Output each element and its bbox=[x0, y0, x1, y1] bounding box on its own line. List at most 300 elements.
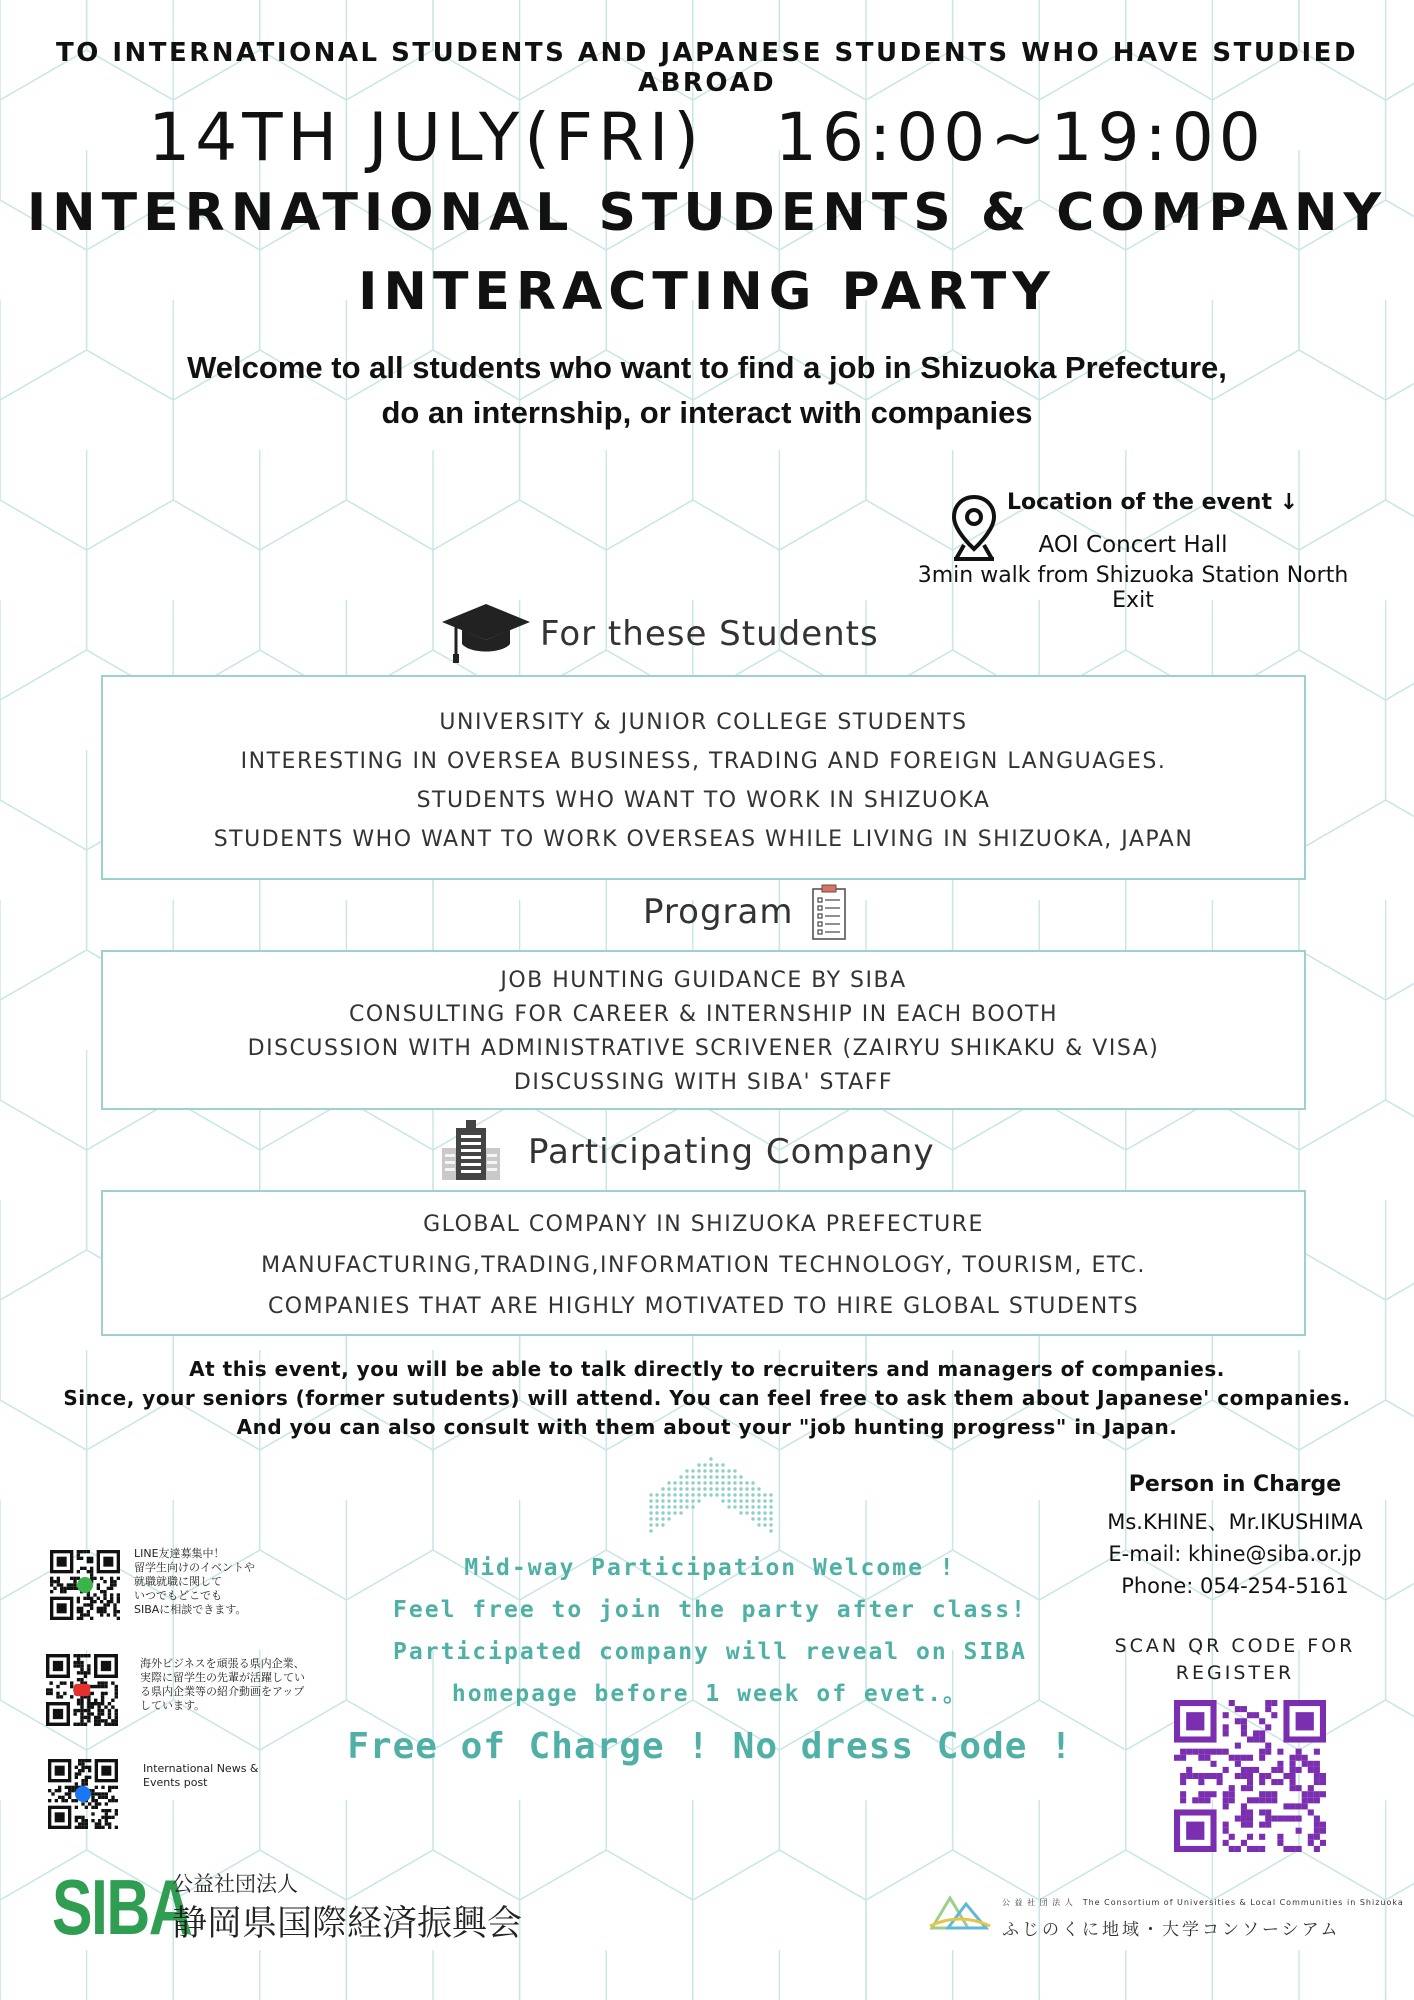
qr-module bbox=[83, 1567, 86, 1570]
qr-module bbox=[83, 1603, 86, 1606]
chevron-dot bbox=[721, 1475, 724, 1478]
qr-module bbox=[101, 1719, 104, 1722]
qr-module bbox=[1265, 1816, 1271, 1822]
qr-module bbox=[50, 1583, 53, 1586]
qr-module bbox=[1277, 1779, 1283, 1785]
chevron-dot bbox=[715, 1463, 718, 1466]
qr-module bbox=[80, 1654, 83, 1657]
contact-info bbox=[1080, 1506, 1390, 1602]
contact-phone[interactable]: Phone: 054-254-5161 bbox=[1121, 1574, 1349, 1598]
qr-module bbox=[70, 1583, 73, 1586]
qr-module bbox=[1180, 1797, 1186, 1803]
companies-box bbox=[101, 1190, 1306, 1336]
qr-module bbox=[1290, 1803, 1296, 1809]
chevron-dot bbox=[769, 1505, 772, 1508]
qr-module bbox=[1180, 1755, 1186, 1761]
qr-module bbox=[1290, 1761, 1296, 1767]
qr-text-line: しています。 bbox=[140, 1699, 206, 1712]
qr-module bbox=[1217, 1749, 1223, 1755]
qr-module bbox=[71, 1789, 74, 1792]
qr-module bbox=[1308, 1785, 1314, 1791]
chevron-dot bbox=[757, 1511, 760, 1514]
qr-module bbox=[115, 1712, 118, 1715]
qr-module bbox=[1259, 1791, 1265, 1797]
qr-module bbox=[1265, 1773, 1271, 1779]
qr-module bbox=[117, 1610, 120, 1613]
qr-module bbox=[95, 1799, 98, 1802]
chevron-dot bbox=[649, 1517, 652, 1520]
chevron-dot bbox=[733, 1487, 736, 1490]
qr-module bbox=[1302, 1761, 1308, 1767]
chevron-dot bbox=[763, 1511, 766, 1514]
youtube-qr-text bbox=[140, 1657, 305, 1713]
qr-module bbox=[101, 1809, 104, 1812]
qr-module bbox=[56, 1692, 59, 1695]
qr-module bbox=[1271, 1767, 1277, 1773]
location-label: Location of the event ↓ bbox=[1007, 490, 1299, 515]
qr-module bbox=[85, 1806, 88, 1809]
siba-logo: SIBA bbox=[52, 1863, 192, 1951]
chevron-dot bbox=[685, 1487, 688, 1490]
qr-text-line: 就職就職に関して bbox=[134, 1575, 222, 1588]
qr-module bbox=[68, 1786, 71, 1789]
chevron-dot bbox=[739, 1499, 742, 1502]
qr-module bbox=[115, 1799, 118, 1802]
qr-module bbox=[110, 1580, 113, 1583]
qr-module bbox=[1320, 1840, 1326, 1846]
notice-block bbox=[380, 1547, 1040, 1715]
qr-module bbox=[1283, 1803, 1289, 1809]
scan-line: REGISTER bbox=[1175, 1662, 1295, 1684]
chevron-dot bbox=[667, 1511, 670, 1514]
qr-module bbox=[1223, 1828, 1229, 1834]
chevron-dot bbox=[715, 1493, 718, 1496]
qr-module bbox=[70, 1587, 73, 1590]
qr-module bbox=[56, 1685, 59, 1688]
qr-module bbox=[91, 1792, 94, 1795]
qr-module bbox=[73, 1654, 76, 1657]
qr-module bbox=[80, 1617, 83, 1620]
qr-module bbox=[1192, 1797, 1198, 1803]
audience-line: TO INTERNATIONAL STUDENTS AND JAPANESE STUDENTS WHO HAVE STUDIED ABROAD bbox=[55, 38, 1359, 98]
qr-module bbox=[97, 1681, 100, 1684]
qr-module bbox=[117, 1593, 120, 1596]
program-item: JOB HUNTING GUIDANCE BY SIBA bbox=[500, 968, 907, 993]
line-qr-icon[interactable] bbox=[50, 1550, 120, 1620]
qr-module bbox=[93, 1577, 96, 1580]
qr-module bbox=[113, 1607, 116, 1610]
qr-module bbox=[108, 1709, 111, 1712]
qr-module bbox=[1241, 1724, 1247, 1730]
chevron-dot bbox=[757, 1499, 760, 1502]
qr-module bbox=[1265, 1822, 1271, 1828]
qr-module bbox=[1210, 1773, 1216, 1779]
qr-module bbox=[87, 1557, 90, 1560]
qr-module bbox=[104, 1692, 107, 1695]
chevron-dot bbox=[655, 1511, 658, 1514]
chevron-dot bbox=[697, 1499, 700, 1502]
qr-module bbox=[88, 1769, 91, 1772]
chevron-dot bbox=[733, 1469, 736, 1472]
qr-module bbox=[80, 1607, 83, 1610]
qr-module bbox=[1174, 1755, 1180, 1761]
qr-module bbox=[1314, 1767, 1320, 1773]
qr-module bbox=[1247, 1822, 1253, 1828]
office-building-icon bbox=[440, 1118, 502, 1182]
qr-module bbox=[1290, 1773, 1296, 1779]
qr-module bbox=[78, 1772, 81, 1775]
qr-module bbox=[1296, 1846, 1302, 1852]
qr-module bbox=[1277, 1767, 1283, 1773]
qr-module bbox=[1308, 1797, 1314, 1803]
qr-module bbox=[77, 1617, 80, 1620]
qr-module bbox=[97, 1685, 100, 1688]
qr-module bbox=[1308, 1834, 1314, 1840]
qr-module bbox=[1259, 1797, 1265, 1803]
qr-module bbox=[1223, 1767, 1229, 1773]
qr-module bbox=[49, 1688, 52, 1691]
qr-module bbox=[101, 1792, 104, 1795]
qr-module bbox=[1253, 1712, 1259, 1718]
qr-module bbox=[1320, 1828, 1326, 1834]
qr-module bbox=[1259, 1730, 1265, 1736]
qr-module bbox=[87, 1664, 90, 1667]
graduation-cap-icon bbox=[440, 602, 532, 664]
qr-module bbox=[110, 1587, 113, 1590]
qr-module bbox=[80, 1699, 83, 1702]
qr-module bbox=[87, 1560, 90, 1563]
event-description bbox=[0, 1355, 1414, 1442]
chevron-dot bbox=[685, 1481, 688, 1484]
qr-module bbox=[1265, 1724, 1271, 1730]
chevron-dot bbox=[751, 1505, 754, 1508]
qr-module bbox=[1265, 1809, 1271, 1815]
qr-module bbox=[71, 1786, 74, 1789]
qr-module bbox=[80, 1668, 83, 1671]
qr-module bbox=[101, 1816, 104, 1819]
qr-module bbox=[77, 1702, 80, 1705]
chevron-dot bbox=[667, 1505, 670, 1508]
chevron-dot bbox=[769, 1511, 772, 1514]
qr-module bbox=[80, 1719, 83, 1722]
qr-module bbox=[111, 1816, 114, 1819]
qr-module bbox=[73, 1583, 76, 1586]
qr-module bbox=[1296, 1767, 1302, 1773]
program-box bbox=[101, 950, 1306, 1110]
chevron-dot bbox=[715, 1475, 718, 1478]
chevron-dot bbox=[691, 1481, 694, 1484]
qr-module bbox=[1241, 1718, 1247, 1724]
qr-module bbox=[1265, 1749, 1271, 1755]
qr-module bbox=[1180, 1779, 1186, 1785]
qr-module bbox=[88, 1759, 91, 1762]
qr-module bbox=[94, 1716, 97, 1719]
qr-module bbox=[84, 1709, 87, 1712]
qr-module bbox=[68, 1796, 71, 1799]
qr-module bbox=[91, 1789, 94, 1792]
qr-module bbox=[1229, 1791, 1235, 1797]
chevron-dot bbox=[751, 1487, 754, 1490]
qr-module bbox=[108, 1702, 111, 1705]
chevron-dot bbox=[757, 1487, 760, 1490]
description-line: Since, your seniors (former sutudents) will attend. You can feel free to ask them about Japanese' companies. bbox=[63, 1386, 1351, 1410]
chevron-dot bbox=[649, 1499, 652, 1502]
qr-module bbox=[105, 1822, 108, 1825]
qr-finder bbox=[101, 1766, 111, 1776]
qr-module bbox=[1314, 1846, 1320, 1852]
qr-module bbox=[95, 1792, 98, 1795]
qr-module bbox=[97, 1610, 100, 1613]
qr-module bbox=[80, 1723, 83, 1726]
qr-module bbox=[104, 1705, 107, 1708]
chevron-dot bbox=[661, 1487, 664, 1490]
qr-module bbox=[98, 1792, 101, 1795]
qr-module bbox=[77, 1553, 80, 1556]
register-qr-icon[interactable] bbox=[1174, 1700, 1326, 1856]
qr-module bbox=[57, 1577, 60, 1580]
qr-module bbox=[91, 1712, 94, 1715]
qr-module bbox=[113, 1603, 116, 1606]
qr-module bbox=[80, 1664, 83, 1667]
qr-module bbox=[60, 1695, 63, 1698]
qr-module bbox=[111, 1723, 114, 1726]
qr-module bbox=[85, 1766, 88, 1769]
chevron-dot bbox=[673, 1499, 676, 1502]
qr-module bbox=[105, 1812, 108, 1815]
qr-module bbox=[60, 1681, 63, 1684]
qr-module bbox=[1271, 1712, 1277, 1718]
qr-finder bbox=[103, 1557, 113, 1567]
qr-module bbox=[1259, 1773, 1265, 1779]
qr-module bbox=[87, 1597, 90, 1600]
qr-module bbox=[104, 1681, 107, 1684]
qr-module bbox=[108, 1816, 111, 1819]
qr-module bbox=[105, 1796, 108, 1799]
chevron-dot bbox=[733, 1475, 736, 1478]
qr-module bbox=[48, 1799, 51, 1802]
youtube-qr-icon[interactable] bbox=[46, 1654, 118, 1726]
qr-module bbox=[83, 1597, 86, 1600]
qr-module bbox=[101, 1695, 104, 1698]
qr-module bbox=[101, 1685, 104, 1688]
qr-module bbox=[105, 1792, 108, 1795]
qr-module bbox=[65, 1799, 68, 1802]
qr-module bbox=[90, 1617, 93, 1620]
qr-module bbox=[1186, 1749, 1192, 1755]
qr-module bbox=[103, 1590, 106, 1593]
qr-module bbox=[100, 1613, 103, 1616]
chevron-dot bbox=[715, 1481, 718, 1484]
qr-module bbox=[87, 1610, 90, 1613]
qr-module bbox=[111, 1719, 114, 1722]
qr-module bbox=[1235, 1718, 1241, 1724]
qr-module bbox=[56, 1695, 59, 1698]
qr-text-line: International News & bbox=[143, 1762, 259, 1775]
chevron-dot bbox=[721, 1493, 724, 1496]
qr-module bbox=[87, 1712, 90, 1715]
clipboard-list-icon bbox=[810, 882, 848, 942]
qr-module bbox=[1241, 1840, 1247, 1846]
qr-module bbox=[94, 1685, 97, 1688]
qr-module bbox=[81, 1766, 84, 1769]
students-item: STUDENTS WHO WANT TO WORK OVERSEAS WHILE LIVING IN SHIZUOKA, JAPAN bbox=[213, 827, 1194, 852]
chevron-dot bbox=[727, 1493, 730, 1496]
qr-module bbox=[107, 1587, 110, 1590]
qr-module bbox=[1229, 1700, 1235, 1706]
qr-module bbox=[1314, 1834, 1320, 1840]
chevron-dot bbox=[745, 1511, 748, 1514]
qr-module bbox=[1223, 1749, 1229, 1755]
qr-module bbox=[1259, 1718, 1265, 1724]
chevron-dot bbox=[691, 1499, 694, 1502]
chevron-dot bbox=[751, 1511, 754, 1514]
qr-module bbox=[55, 1789, 58, 1792]
qr-module bbox=[73, 1709, 76, 1712]
qr-module bbox=[108, 1786, 111, 1789]
qr-module bbox=[87, 1719, 90, 1722]
chevron-dot bbox=[769, 1517, 772, 1520]
qr-module bbox=[1210, 1761, 1216, 1767]
qr-module bbox=[1223, 1822, 1229, 1828]
qr-module bbox=[1253, 1736, 1259, 1742]
qr-module bbox=[115, 1709, 118, 1712]
qr-module bbox=[103, 1580, 106, 1583]
chevron-dot bbox=[649, 1493, 652, 1496]
qr-module bbox=[50, 1577, 53, 1580]
qr-module bbox=[91, 1702, 94, 1705]
qr-module bbox=[101, 1699, 104, 1702]
qr-module bbox=[1247, 1809, 1253, 1815]
chevron-dot bbox=[673, 1493, 676, 1496]
chevron-dot bbox=[661, 1523, 664, 1526]
qr-module bbox=[87, 1702, 90, 1705]
line-qr-text bbox=[134, 1547, 255, 1617]
chevron-dot bbox=[697, 1463, 700, 1466]
chevron-dot bbox=[733, 1505, 736, 1508]
chevron-dot bbox=[673, 1481, 676, 1484]
chevron-dot bbox=[739, 1487, 742, 1490]
qr-module bbox=[1253, 1730, 1259, 1736]
qr-module bbox=[117, 1597, 120, 1600]
program-item: DISCUSSING WITH SIBA' STAFF bbox=[513, 1070, 894, 1095]
qr-module bbox=[73, 1661, 76, 1664]
qr-module bbox=[1223, 1791, 1229, 1797]
qr-module bbox=[61, 1799, 64, 1802]
chevron-dot bbox=[661, 1493, 664, 1496]
qr-module bbox=[46, 1692, 49, 1695]
qr-module bbox=[75, 1782, 78, 1785]
students-box bbox=[101, 675, 1306, 880]
qr-module bbox=[108, 1826, 111, 1829]
qr-module bbox=[1320, 1779, 1326, 1785]
qr-finder bbox=[55, 1766, 65, 1776]
contact-email[interactable]: E-mail: khine@siba.or.jp bbox=[1108, 1542, 1362, 1566]
qr-module bbox=[81, 1819, 84, 1822]
chevron-dot bbox=[745, 1505, 748, 1508]
qr-module bbox=[1198, 1797, 1204, 1803]
qr-module bbox=[108, 1712, 111, 1715]
qr-module bbox=[1314, 1779, 1320, 1785]
qr-module bbox=[77, 1610, 80, 1613]
hex-cell bbox=[0, 500, 87, 700]
qr-module bbox=[1241, 1706, 1247, 1712]
qr-module bbox=[1210, 1791, 1216, 1797]
chevron-dot bbox=[655, 1499, 658, 1502]
chevron-dot bbox=[661, 1511, 664, 1514]
qr-module bbox=[61, 1796, 64, 1799]
qr-module bbox=[1320, 1773, 1326, 1779]
qr-module bbox=[1204, 1749, 1210, 1755]
qr-module bbox=[63, 1681, 66, 1684]
qr-module bbox=[80, 1613, 83, 1616]
qr-module bbox=[81, 1779, 84, 1782]
qr-module bbox=[1290, 1785, 1296, 1791]
chevron-dot bbox=[745, 1481, 748, 1484]
qr-module bbox=[77, 1550, 80, 1553]
qr-module bbox=[101, 1796, 104, 1799]
qr-module bbox=[93, 1593, 96, 1596]
qr-module bbox=[103, 1593, 106, 1596]
qr-finder bbox=[55, 1812, 65, 1822]
qr-module bbox=[77, 1557, 80, 1560]
qr-module bbox=[87, 1613, 90, 1616]
chevron-dot bbox=[739, 1481, 742, 1484]
chevron-dot bbox=[709, 1457, 712, 1460]
chevron-dot bbox=[685, 1469, 688, 1472]
chevron-dot bbox=[649, 1529, 652, 1532]
chevron-dot bbox=[757, 1505, 760, 1508]
notice-line: Feel free to join the party after class! bbox=[393, 1597, 1027, 1623]
qr-module bbox=[1296, 1785, 1302, 1791]
dotted-chevron-icon bbox=[648, 1456, 774, 1540]
qr-module bbox=[115, 1695, 118, 1698]
qr-module bbox=[67, 1583, 70, 1586]
qr-module bbox=[70, 1681, 73, 1684]
qr-module bbox=[73, 1577, 76, 1580]
companies-item: GLOBAL COMPANY IN SHIZUOKA PREFECTURE bbox=[423, 1212, 984, 1237]
qr-module bbox=[1314, 1791, 1320, 1797]
qr-module bbox=[84, 1675, 87, 1678]
hex-cell bbox=[0, 800, 87, 1000]
qr-module bbox=[1283, 1816, 1289, 1822]
qr-module bbox=[97, 1719, 100, 1722]
qr-module bbox=[90, 1597, 93, 1600]
qr-module bbox=[80, 1712, 83, 1715]
chevron-dot bbox=[721, 1469, 724, 1472]
qr-module bbox=[1241, 1803, 1247, 1809]
qr-module bbox=[101, 1709, 104, 1712]
chevron-dot bbox=[721, 1499, 724, 1502]
qr-module bbox=[1296, 1755, 1302, 1761]
qr-module bbox=[1247, 1846, 1253, 1852]
chevron-dot bbox=[733, 1499, 736, 1502]
qr-module bbox=[1308, 1840, 1314, 1846]
qr-module bbox=[95, 1822, 98, 1825]
qr-module bbox=[78, 1822, 81, 1825]
qr-module bbox=[77, 1600, 80, 1603]
qr-module bbox=[107, 1603, 110, 1606]
qr-module bbox=[108, 1716, 111, 1719]
qr-module bbox=[78, 1826, 81, 1829]
qr-module bbox=[98, 1822, 101, 1825]
qr-module bbox=[83, 1550, 86, 1553]
facebook-qr-icon[interactable] bbox=[48, 1759, 118, 1829]
qr-module bbox=[115, 1719, 118, 1722]
qr-module bbox=[80, 1671, 83, 1674]
qr-module bbox=[1283, 1846, 1289, 1852]
qr-module bbox=[1265, 1706, 1271, 1712]
qr-module bbox=[1271, 1816, 1277, 1822]
